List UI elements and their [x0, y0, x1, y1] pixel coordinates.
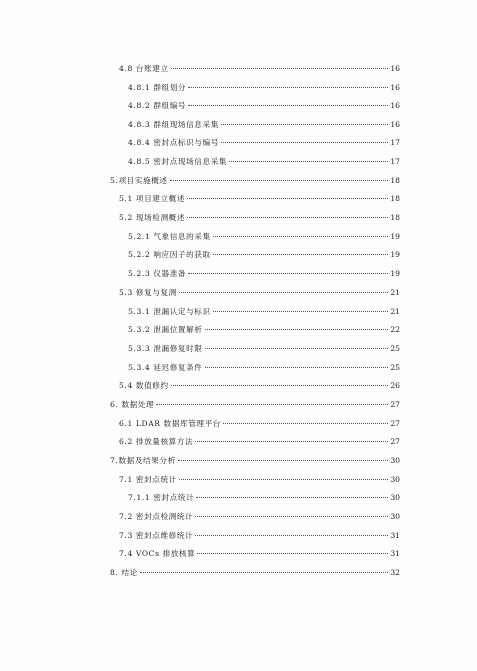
toc-entry-page: 19: [390, 250, 400, 259]
toc-entry-title: 5.项目实施概述: [110, 176, 168, 185]
dot-leader: [213, 311, 389, 312]
toc-entry-page: 17: [390, 157, 400, 166]
toc-entry-page: 18: [390, 194, 400, 203]
toc-entry[interactable]: [128, 269, 400, 279]
toc-entry-page: 30: [390, 456, 400, 465]
toc-entry[interactable]: [119, 194, 400, 204]
toc-entry-title: 7.4 VOCs 排放核算: [119, 549, 196, 558]
toc-entry-title: 7.数据及结果分析: [110, 456, 176, 465]
toc-entry-title: 4.8.4 密封点标识与编号: [128, 138, 219, 147]
toc-entry-page: 31: [390, 531, 400, 540]
toc-entry[interactable]: [119, 475, 400, 485]
toc-entry-title: 4.8.2 群组编号: [128, 101, 187, 110]
toc-entry-title: 5.3.1 泄漏认定与标识: [128, 307, 211, 316]
toc-entry[interactable]: [119, 437, 400, 447]
toc-entry-title: 5.2.2 响应因子的获取: [128, 250, 211, 259]
dot-leader: [179, 292, 388, 293]
toc-entry-page: 30: [390, 475, 400, 484]
dot-leader: [221, 142, 388, 143]
dot-leader: [229, 161, 388, 162]
toc-entry-title: 5.3.3 泄漏修复时限: [128, 344, 203, 353]
toc-entry[interactable]: [128, 363, 400, 373]
toc-entry-page: 25: [390, 344, 400, 353]
toc-entry-title: 5.2.1 气象信息的采集: [128, 232, 211, 241]
toc-entry-page: 32: [390, 568, 400, 577]
toc-entry-title: 5.3.4 延迟修复条件: [128, 363, 203, 372]
toc-entry[interactable]: [119, 64, 400, 74]
dot-leader: [196, 497, 388, 498]
toc-entry-title: 4.8 台账建立: [119, 64, 169, 73]
dot-leader: [195, 516, 388, 517]
toc-entry[interactable]: [119, 531, 400, 541]
toc-entry[interactable]: [119, 213, 400, 223]
toc-entry-page: 26: [390, 381, 400, 390]
dot-leader: [178, 460, 389, 461]
toc-entry-page: 16: [390, 83, 400, 92]
dot-leader: [188, 273, 388, 274]
toc-entry-page: 16: [390, 101, 400, 110]
toc-entry[interactable]: [128, 157, 400, 167]
toc-entry[interactable]: [128, 83, 400, 93]
toc-entry[interactable]: [128, 325, 400, 335]
toc-entry-title: 4.8.5 密封点现场信息采集: [128, 157, 228, 166]
toc-entry-page: 16: [390, 64, 400, 73]
dot-leader: [188, 105, 388, 106]
toc-entry[interactable]: [110, 456, 400, 466]
toc-entry-title: 7.2 密封点检测统计: [119, 512, 194, 521]
toc-entry-title: 5.3 修复与复测: [119, 288, 177, 297]
toc-entry-title: 7.1.1 密封点统计: [128, 493, 195, 502]
dot-leader: [223, 423, 388, 424]
toc-entry-page: 19: [390, 232, 400, 241]
dot-leader: [179, 479, 388, 480]
toc-entry-title: 5.3.2 泄漏位置解析: [128, 325, 203, 334]
toc-entry-title: 5.2 现场检测概述: [119, 213, 186, 222]
toc-entry[interactable]: [128, 493, 400, 503]
toc-entry[interactable]: [119, 549, 400, 559]
toc-entry-page: 21: [390, 288, 400, 297]
toc-entry[interactable]: [119, 381, 400, 391]
toc-entry[interactable]: [110, 176, 400, 186]
dot-leader: [221, 124, 388, 125]
toc-entry[interactable]: [128, 232, 400, 242]
toc-entry-page: 17: [390, 138, 400, 147]
dot-leader: [205, 348, 389, 349]
dot-leader: [170, 180, 389, 181]
toc-entry-title: 5.2.3 仪器准备: [128, 269, 187, 278]
toc-entry-page: 22: [390, 325, 400, 334]
toc-entry-page: 21: [390, 307, 400, 316]
dot-leader: [156, 404, 388, 405]
toc-entry-title: 4.8.1 群组划分: [128, 83, 187, 92]
toc-entry-page: 27: [390, 400, 400, 409]
toc-entry-page: 16: [390, 120, 400, 129]
toc-entry-title: 4.8.3 群组现场信息采集: [128, 120, 219, 129]
toc-entry-title: 7.3 密封点维修统计: [119, 531, 194, 540]
dot-leader: [187, 217, 388, 218]
toc-entry[interactable]: [110, 568, 400, 578]
dot-leader: [188, 87, 388, 88]
toc-entry[interactable]: [119, 288, 400, 298]
toc-entry-page: 31: [390, 549, 400, 558]
dot-leader: [195, 535, 388, 536]
toc-entry-title: 6.1 LDAR 数据库管理平台: [119, 419, 221, 428]
toc-entry-page: 30: [390, 512, 400, 521]
dot-leader: [213, 254, 389, 255]
toc-entry[interactable]: [128, 138, 400, 148]
toc-entry-page: 30: [390, 493, 400, 502]
toc-entry-page: 27: [390, 437, 400, 446]
toc-entry[interactable]: [128, 101, 400, 111]
toc-entry[interactable]: [128, 344, 400, 354]
toc-entry-page: 19: [390, 269, 400, 278]
dot-leader: [213, 236, 389, 237]
dot-leader: [197, 553, 388, 554]
toc-entry-title: 6. 数据处理: [110, 400, 155, 409]
dot-leader: [205, 329, 389, 330]
toc-entry-page: 18: [390, 176, 400, 185]
toc-entry[interactable]: [128, 250, 400, 260]
toc-entry-page: 25: [390, 363, 400, 372]
dot-leader: [205, 367, 389, 368]
dot-leader: [195, 441, 388, 442]
dot-leader: [171, 68, 389, 69]
toc-entry-title: 5.4 数值修约: [119, 381, 169, 390]
toc-entry-title: 6.2 排放量核算方法: [119, 437, 194, 446]
toc-entry[interactable]: [128, 307, 400, 317]
dot-leader: [140, 572, 388, 573]
toc-entry[interactable]: [110, 400, 400, 410]
dot-leader: [187, 198, 388, 199]
toc-entry[interactable]: [119, 512, 400, 522]
toc-entry-page: 18: [390, 213, 400, 222]
toc-entry[interactable]: [128, 120, 400, 130]
toc-entry-title: 7.1 密封点统计: [119, 475, 177, 484]
toc-entry-title: 8. 结论: [110, 568, 138, 577]
toc-entry[interactable]: [119, 419, 400, 429]
toc-entry-title: 5.1 项目建立概述: [119, 194, 186, 203]
dot-leader: [171, 385, 389, 386]
toc-entry-page: 27: [390, 419, 400, 428]
